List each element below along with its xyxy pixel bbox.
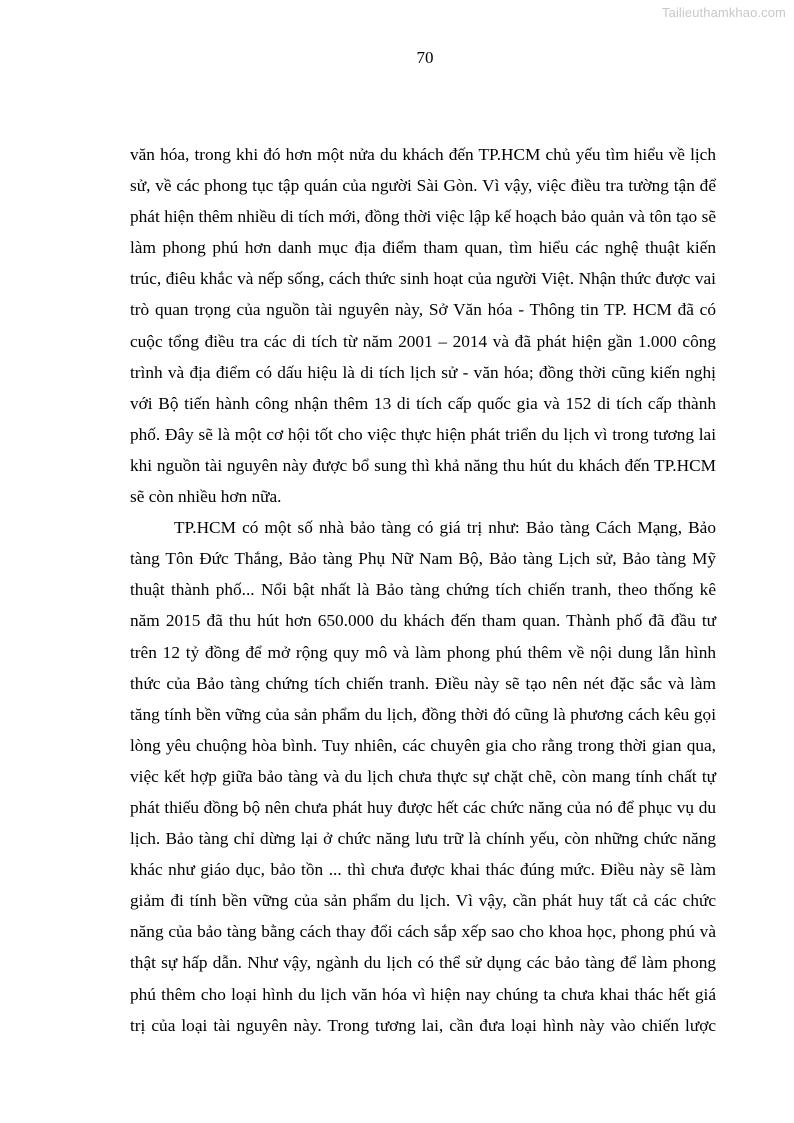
- text-line: thức của Bảo tàng chứng tích chiến tranh. Điều này sẽ tạo nên nét đặc sắc và làm: [130, 673, 716, 693]
- text-line: phú thêm cho loại hình du lịch văn hóa vì hiện nay chúng ta chưa khai thác hết giá: [130, 984, 716, 1004]
- text-line: với Bộ tiến hành công nhận thêm 13 di tích cấp quốc gia và 152 di tích cấp thành: [130, 393, 716, 413]
- text-line: sử, về các phong tục tập quán của người Sài Gòn. Vì vậy, việc điều tra tường tận để: [130, 176, 716, 196]
- text-line: khác như giáo dục, bảo tồn ... thì chưa được khai thác đúng mức. Điều này sẽ làm: [130, 860, 716, 880]
- text-line: tàng Tôn Đức Thắng, Bảo tàng Phụ Nữ Nam Bộ, Bảo tàng Lịch sử, Bảo tàng Mỹ: [130, 549, 716, 569]
- text-line: tăng tính bền vững của sản phẩm du lịch, đồng thời đó cũng là phương cách kêu gọi: [130, 704, 716, 724]
- text-line: lòng yêu chuộng hòa bình. Tuy nhiên, các chuyên gia cho rằng trong thời gian qua,: [130, 735, 716, 755]
- text-line: thuật thành phố... Nổi bật nhất là Bảo tàng chứng tích chiến tranh, theo thống kê: [130, 580, 716, 600]
- text-line: lịch. Bảo tàng chỉ dừng lại ở chức năng lưu trữ là chính yếu, còn những chức năng: [130, 829, 716, 849]
- paragraph-2: [130, 512, 716, 1041]
- text-line: trúc, điêu khắc và nếp sống, cách thức sinh hoạt của người Việt. Nhận thức được vai: [130, 269, 716, 289]
- text-line: phát hiện thêm nhiều di tích mới, đồng thời việc lập kế hoạch bảo quản và tôn tạo sẽ: [130, 207, 716, 227]
- watermark: Tailieuthamkhao.com: [661, 5, 786, 20]
- text-line: phố. Đây sẽ là một cơ hội tốt cho việc thực hiện phát triển du lịch vì trong tương lai: [130, 424, 716, 444]
- text-line: trên 12 tỷ đồng để mở rộng quy mô và làm phong phú thêm về nội dung lẫn hình: [130, 642, 716, 662]
- text-line: trị của loại tài nguyên này. Trong tương lai, cần đưa loại hình này vào chiến lược: [130, 1015, 716, 1035]
- text-line: giảm đi tính bền vững của sản phẩm du lịch. Vì vậy, cần phát huy tất cả các chức: [130, 891, 716, 911]
- text-line: việc kết hợp giữa bảo tàng và du lịch chưa thực sự chặt chẽ, còn mang tính chất tự: [130, 766, 716, 786]
- body-text: [130, 139, 716, 1041]
- text-line: TP.HCM có một số nhà bảo tàng có giá trị như: Bảo tàng Cách Mạng, Bảo: [174, 518, 716, 538]
- text-line: trình và địa điểm có dấu hiệu là di tích lịch sử - văn hóa; đồng thời cũng kiến nghị: [130, 362, 716, 382]
- text-line: cuộc tổng điều tra các di tích từ năm 2001 – 2014 và đã phát hiện gần 1.000 công: [130, 331, 716, 351]
- text-line: trò quan trọng của nguồn tài nguyên này, Sở Văn hóa - Thông tin TP. HCM đã có: [130, 300, 716, 320]
- text-line: khi nguồn tài nguyên này được bổ sung thì khả năng thu hút du khách đến TP.HCM: [130, 455, 716, 475]
- text-line: năm 2015 đã thu hút hơn 650.000 du khách đến tham quan. Thành phố đã đầu tư: [130, 611, 716, 631]
- text-line: làm phong phú hơn danh mục địa điểm tham quan, tìm hiểu các nghệ thuật kiến: [130, 238, 716, 258]
- paragraph-1: [130, 139, 716, 512]
- text-line: sẽ còn nhiều hơn nữa.: [130, 487, 282, 507]
- text-line: phát thiếu đồng bộ nên chưa phát huy được hết các chức năng của nó để phục vụ du: [130, 797, 716, 817]
- text-line: văn hóa, trong khi đó hơn một nửa du khách đến TP.HCM chủ yếu tìm hiểu về lịch: [130, 145, 716, 164]
- page-number: 70: [416, 48, 434, 67]
- text-line: thật sự hấp dẫn. Như vậy, ngành du lịch có thể sử dụng các bảo tàng để làm phong: [130, 953, 716, 973]
- text-line: năng của bảo tàng bằng cách thay đổi cách sắp xếp sao cho khoa học, phong phú và: [130, 922, 716, 942]
